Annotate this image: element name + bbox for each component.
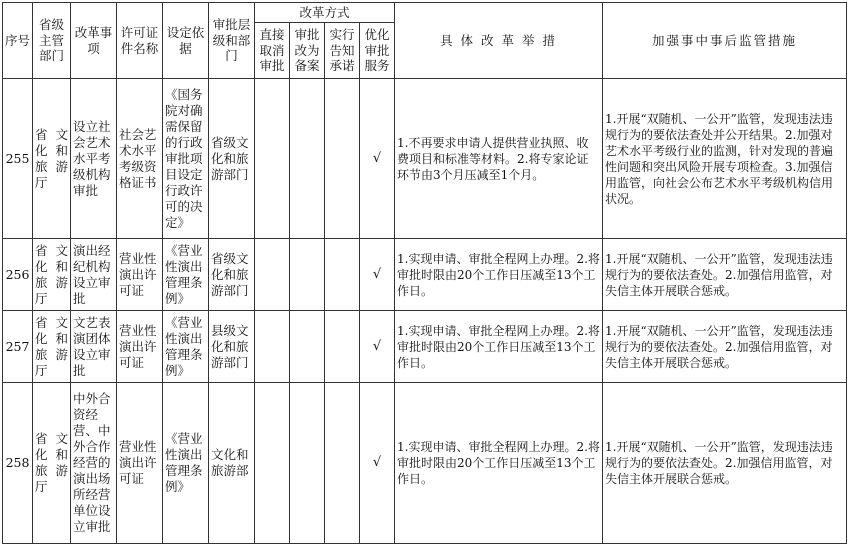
row-dept: 省文化和旅游厅 [33,79,71,239]
row-supervision: 1.开展“双随机、一公开”监管，发现违法违规行为的要依法查处并公开结果。2.加强对艺术水平考级行业的监测，针对发现的普遍性问题和突出风险开展专项检查。3.加强信用监管，向社会公布艺术水平考级机构信用状况。 [603,79,847,239]
row-license: 营业性演出许可证 [117,239,163,311]
row-method-record [290,383,325,544]
header-method-cancel: 直接取消审批 [255,23,290,79]
row-method-commit [325,239,360,311]
header-method-optimize: 优化审批服务 [360,23,395,79]
row-dept: 省文化和旅游厅 [33,239,71,311]
header-item: 改革事项 [71,3,117,79]
header-row-top [3,3,847,23]
row-level: 县级文化和旅游部门 [209,311,255,383]
row-method-commit [325,383,360,544]
row-seq: 256 [3,239,33,311]
header-method-record: 审批改为备案 [290,23,325,79]
row-basis: 《国务院对确需保留的行政审批项目设定行政许可的决定》 [163,79,209,239]
reform-items-table [2,2,847,544]
row-basis: 《营业性演出管理条例》 [163,383,209,544]
header-basis: 设定依据 [163,3,209,79]
row-method-commit [325,79,360,239]
table-row [3,239,847,311]
row-item: 文艺表演团体设立审批 [71,311,117,383]
row-dept: 省文化和旅游厅 [33,311,71,383]
row-method-cancel [255,79,290,239]
table-row [3,383,847,544]
row-basis: 《营业性演出管理条例》 [163,311,209,383]
row-measures: 1.实现申请、审批全程网上办理。2.将审批时限由20个工作日压减至13个工作日。 [395,311,603,383]
row-basis: 《营业性演出管理条例》 [163,239,209,311]
row-measures: 1.实现申请、审批全程网上办理。2.将审批时限由20个工作日压减至13个工作日。 [395,239,603,311]
row-item: 设立社会艺术水平考级机构审批 [71,79,117,239]
header-method-commit: 实行告知承诺 [325,23,360,79]
row-method-cancel [255,311,290,383]
row-measures: 1.不再要求申请人提供营业执照、收费项目和标准等材料。2.将专家论证环节由3个月压减至1个月。 [395,79,603,239]
header-seq: 序号 [3,3,33,79]
row-method-optimize: √ [360,239,395,311]
row-level: 文化和旅游部 [209,383,255,544]
table-row [3,79,847,239]
header-license: 许可证件名称 [117,3,163,79]
row-method-optimize: √ [360,79,395,239]
row-method-record [290,79,325,239]
row-method-record [290,311,325,383]
row-method-optimize: √ [360,311,395,383]
row-method-record [290,239,325,311]
row-method-optimize: √ [360,383,395,544]
row-item: 中外合资经营、中外合作经营的演出场所经营单位设立审批 [71,383,117,544]
row-item: 演出经纪机构设立审批 [71,239,117,311]
header-supervision: 加强事中事后监管措施 [603,3,847,79]
row-supervision: 1.开展“双随机、一公开”监管，发现违法违规行为的要依法查处。2.加强信用监管，对失信主体开展联合惩戒。 [603,239,847,311]
header-dept: 省级主管部门 [33,3,71,79]
row-dept: 省文化和旅游厅 [33,383,71,544]
row-supervision: 1.开展“双随机、一公开”监管，发现违法违规行为的要依法查处。2.加强信用监管，对失信主体开展联合惩戒。 [603,311,847,383]
row-seq: 257 [3,311,33,383]
row-level: 省级文化和旅游部门 [209,239,255,311]
table-row [3,311,847,383]
row-measures: 1.实现申请、审批全程网上办理。2.将审批时限由20个工作日压减至13个工作日。 [395,383,603,544]
row-level: 省级文化和旅游部门 [209,79,255,239]
row-license: 营业性演出许可证 [117,383,163,544]
row-method-cancel [255,239,290,311]
header-level: 审批层级和部门 [209,3,255,79]
row-license: 社会艺术水平考级资格证书 [117,79,163,239]
row-seq: 258 [3,383,33,544]
row-seq: 255 [3,79,33,239]
header-methods-group: 改革方式 [255,3,395,23]
header-measures: 具 体 改 革 举 措 [395,3,603,79]
row-method-commit [325,311,360,383]
row-supervision: 1.开展“双随机、一公开”监管，发现违法违规行为的要依法查处。2.加强信用监管，对失信主体开展联合惩戒。 [603,383,847,544]
row-method-cancel [255,383,290,544]
row-license: 营业性演出许可证 [117,311,163,383]
